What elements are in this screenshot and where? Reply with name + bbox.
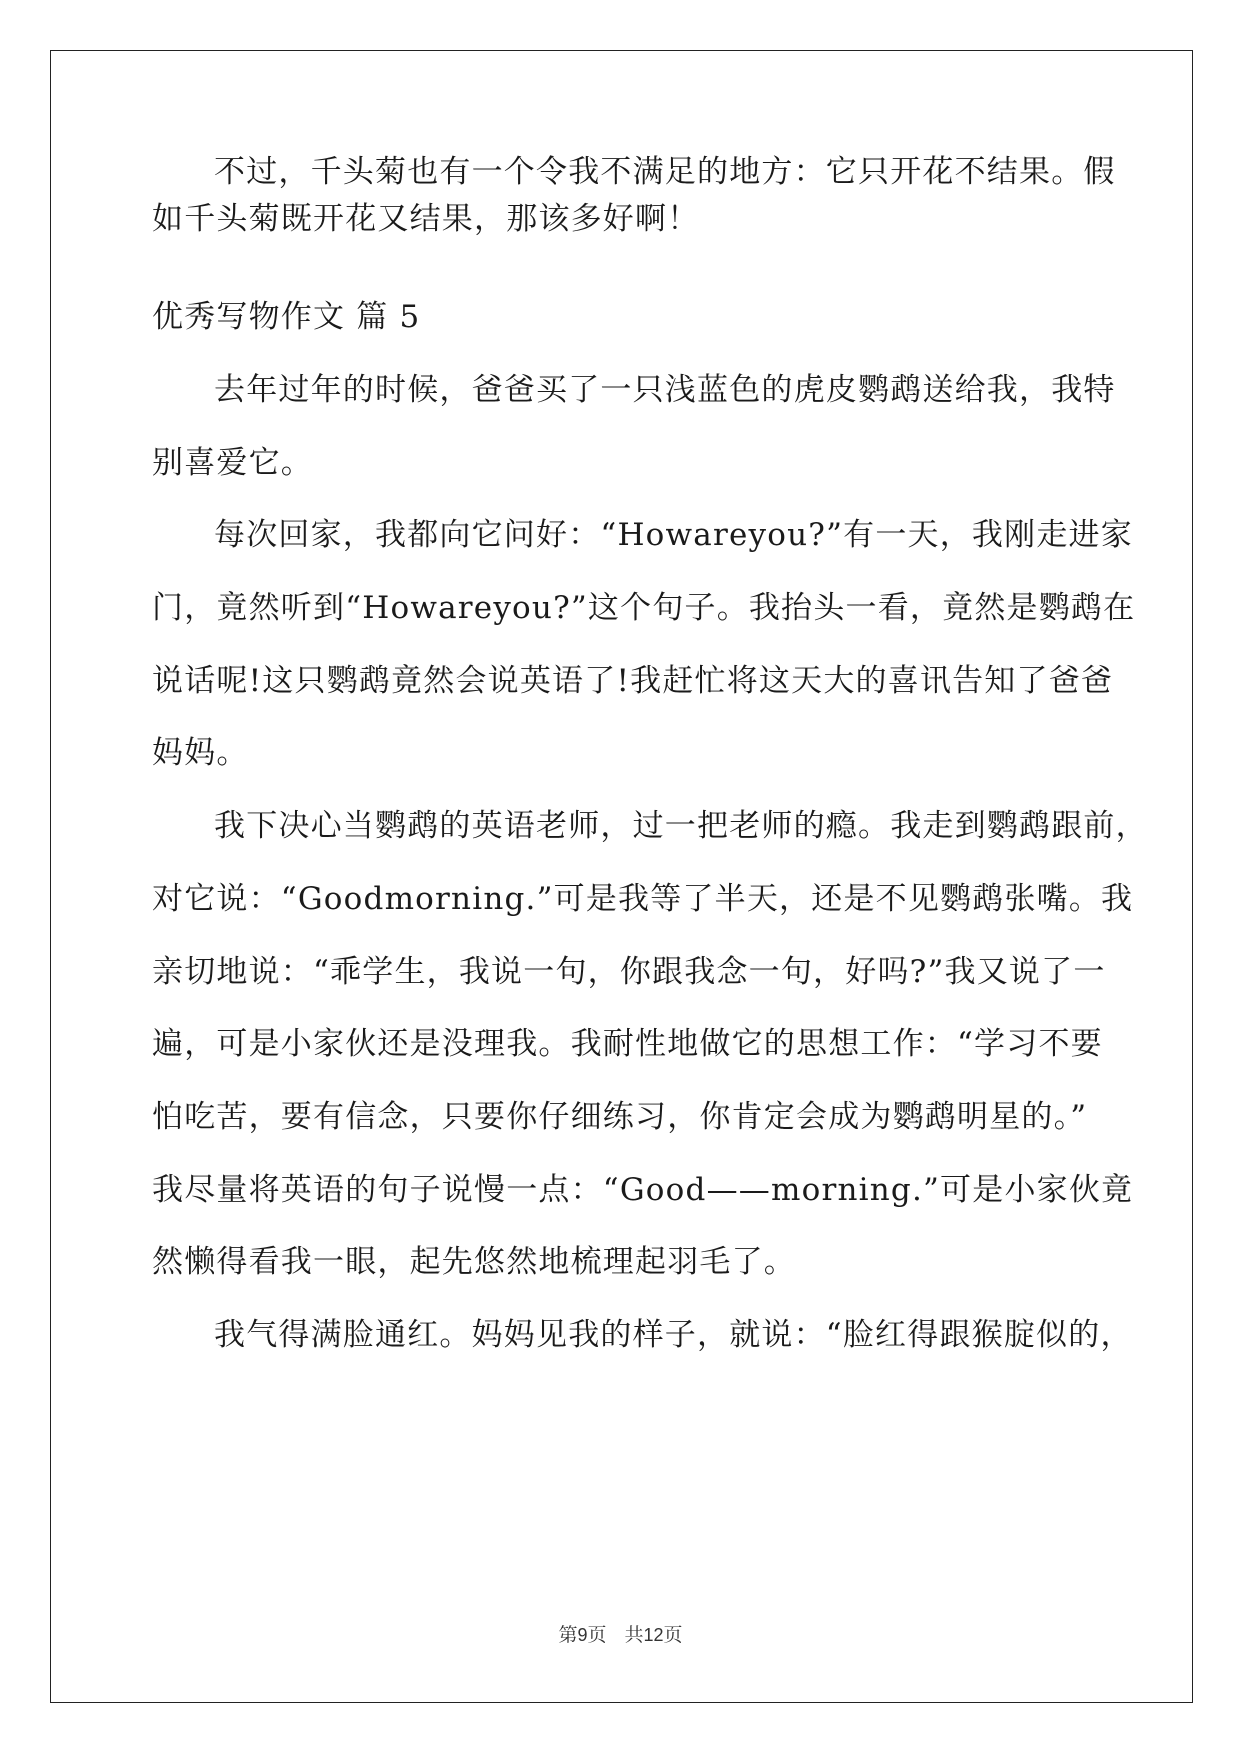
paragraph-line: 每次回家，我都向它问好：“Howareyou?”有一天，我刚走进家	[214, 517, 1133, 553]
paragraph-line: 亲切地说：“乖学生，我说一句，你跟我念一句，好吗?”我又说了一	[152, 954, 1106, 990]
paragraph-line: 妈妈。	[152, 735, 249, 771]
paragraph-line: 去年过年的时候，爸爸买了一只浅蓝色的虎皮鹦鹉送给我，我特	[214, 372, 1116, 408]
paragraph-line: 门，竟然听到“Howareyou?”这个句子。我抬头一看，竟然是鹦鹉在	[152, 590, 1136, 626]
paragraph-line: 别喜爱它。	[152, 445, 313, 481]
paragraph-line: 我尽量将英语的句子说慢一点：“Good——morning.”可是小家伙竟	[152, 1172, 1134, 1208]
paragraph-line: 遍，可是小家伙还是没理我。我耐性地做它的思想工作：“学习不要	[152, 1026, 1103, 1062]
paragraph-line: 不过，千头菊也有一个令我不满足的地方：它只开花不结果。假	[214, 154, 1116, 190]
paragraph-line: 我气得满脸通红。妈妈见我的样子，就说：“脸红得跟猴腚似的，	[214, 1317, 1133, 1353]
footer-total-pages: 12	[643, 1625, 664, 1645]
footer-total-prefix: 共	[624, 1625, 644, 1646]
paragraph-line: 说话呢!这只鹦鹉竟然会说英语了!我赶忙将这天大的喜讯告知了爸爸	[152, 663, 1114, 699]
footer-page-prefix: 第	[558, 1625, 578, 1646]
footer-total-suffix: 页	[663, 1625, 683, 1646]
page-footer	[0, 1620, 1241, 1647]
section-heading: 优秀写物作文 篇 5	[152, 299, 421, 335]
paragraph-line: 我下决心当鹦鹉的英语老师，过一把老师的瘾。我走到鹦鹉跟前，	[214, 808, 1148, 844]
paragraph-line: 如千头菊既开花又结果，那该多好啊！	[152, 201, 700, 237]
footer-page-suffix: 页	[587, 1625, 607, 1646]
paragraph-line: 然懒得看我一眼，起先悠然地梳理起羽毛了。	[152, 1244, 796, 1280]
paragraph-line: 对它说：“Goodmorning.”可是我等了半天，还是不见鹦鹉张嘴。我	[152, 881, 1134, 917]
footer-page-number: 9	[577, 1625, 588, 1645]
paragraph-line: 怕吃苦，要有信念，只要你仔细练习，你肯定会成为鹦鹉明星的。”	[152, 1099, 1088, 1135]
